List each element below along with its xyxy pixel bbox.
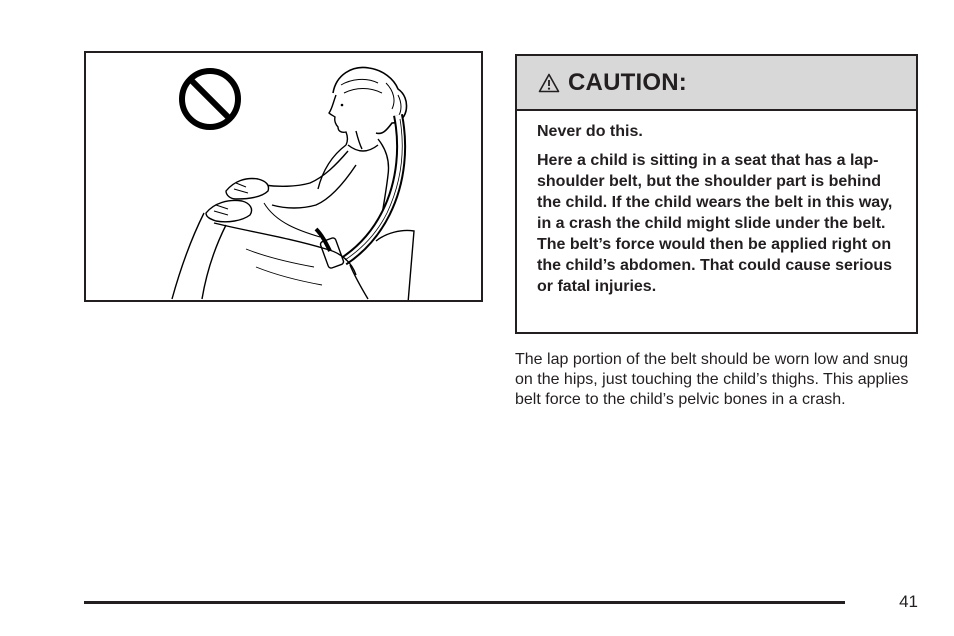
prohibition-icon (182, 71, 238, 127)
caution-body (517, 111, 916, 297)
caution-paragraph-1: Never do this. (537, 123, 643, 140)
warning-triangle-icon (538, 73, 560, 93)
caution-box (515, 54, 918, 334)
illustration-child-belt-misuse (84, 51, 483, 302)
child-seated-belt-behind-illustration (86, 53, 481, 300)
caution-title: CAUTION: (568, 68, 687, 96)
footer-rule (84, 601, 845, 604)
body-paragraph: The lap portion of the belt should be worn low and snug on the hips, just touching the child’s thighs. This applies belt force to the child’s pelvic bones in a crash. (515, 351, 909, 408)
caution-header (517, 56, 916, 111)
caution-paragraph-2: Here a child is sitting in a seat that has a lap-shoulder belt, but the shoulder part is behind the child. If the child wears the belt in this way, in a crash the child might slide under the belt. The belt’s force would then be applied right on the child’s abdomen. That could cause serious or fatal injuries. (537, 152, 893, 295)
page-number: 41 (899, 592, 918, 611)
